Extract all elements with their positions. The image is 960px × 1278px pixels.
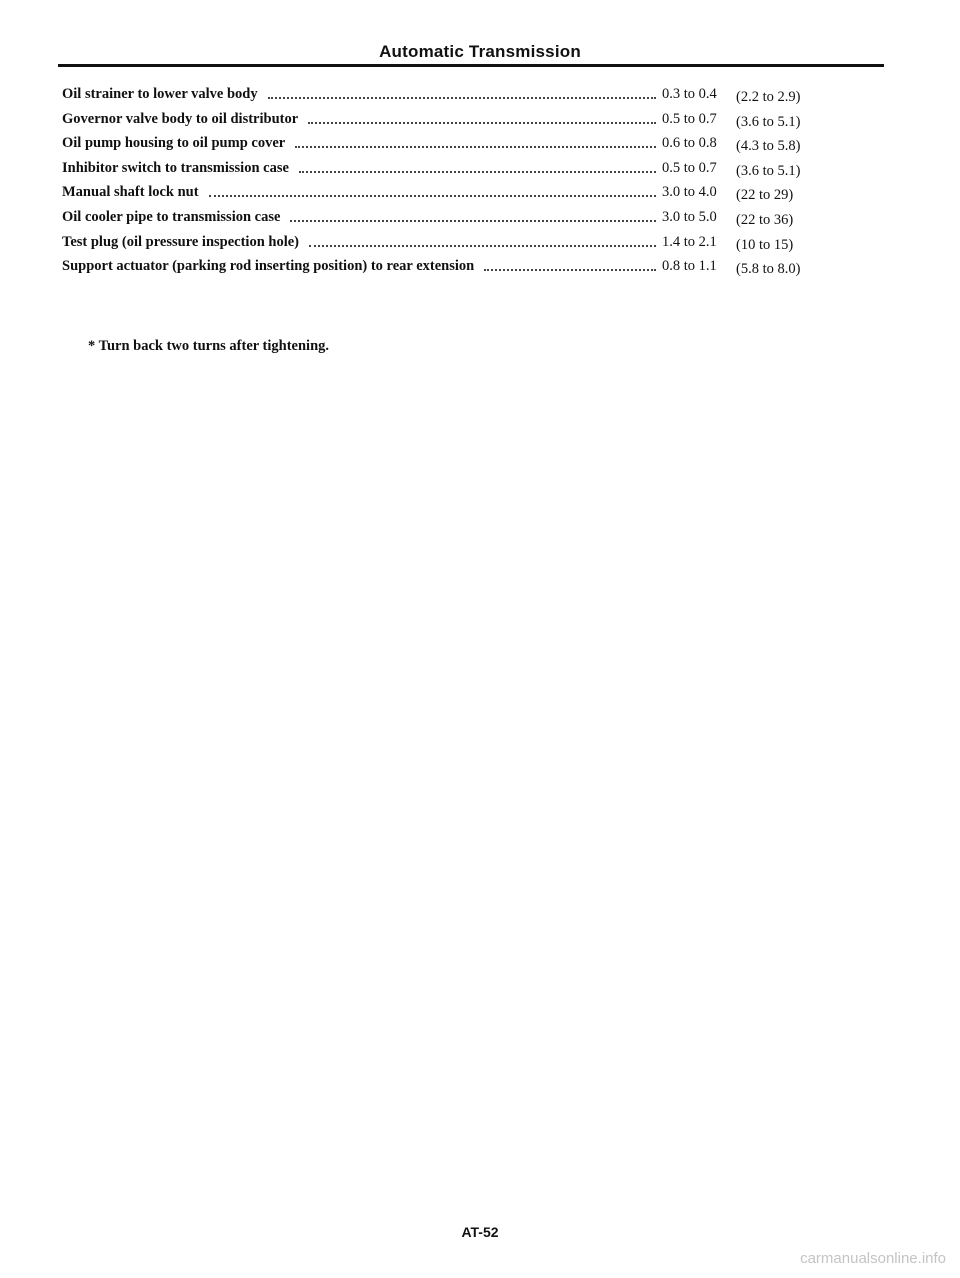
spec-label: Support actuator (parking rod inserting position) to rear extension (62, 258, 482, 275)
spec-label: Governor valve body to oil distributor (62, 111, 306, 128)
footnote: * Turn back two turns after tightening. (88, 338, 330, 354)
spec-row (62, 160, 852, 185)
spec-ftlb: (22 to 36) (736, 211, 794, 228)
spec-kgm: 0.5 to 0.7 (658, 111, 717, 128)
spec-ftlb: (10 to 15) (736, 236, 794, 253)
torque-spec-table (62, 86, 852, 283)
spec-ftlb: (2.2 to 2.9) (736, 89, 801, 105)
spec-row (62, 258, 852, 283)
spec-row (62, 184, 852, 209)
spec-row (62, 86, 852, 111)
spec-label: Inhibitor switch to transmission case (62, 160, 297, 177)
spec-kgm: 0.8 to 1.1 (658, 258, 717, 275)
spec-kgm: 0.6 to 0.8 (658, 135, 717, 152)
spec-label: Oil cooler pipe to transmission case (62, 209, 288, 226)
spec-row (62, 135, 852, 160)
spec-kgm: 0.5 to 0.7 (658, 160, 717, 177)
leader-dots (209, 195, 656, 197)
leader-dots (308, 122, 656, 124)
spec-kgm: 0.3 to 0.4 (658, 86, 717, 103)
leader-dots (484, 269, 656, 271)
spec-ftlb: (3.6 to 5.1) (736, 113, 801, 130)
spec-label: Oil pump housing to oil pump cover (62, 135, 293, 152)
spec-ftlb: (4.3 to 5.8) (736, 138, 801, 155)
page-title: Automatic Transmission (379, 42, 581, 61)
leader-dots (290, 220, 656, 222)
spec-ftlb: (3.6 to 5.1) (736, 162, 801, 179)
spec-row (62, 234, 852, 259)
spec-ftlb: (22 to 29) (736, 187, 794, 204)
page-number: AT-52 (461, 1224, 499, 1240)
leader-dots (268, 97, 656, 99)
spec-label: Oil strainer to lower valve body (62, 86, 266, 103)
spec-label: Manual shaft lock nut (62, 184, 207, 201)
spec-row (62, 111, 852, 136)
spec-row (62, 209, 852, 234)
spec-label: Test plug (oil pressure inspection hole) (62, 234, 307, 251)
leader-dots (299, 171, 656, 173)
spec-ftlb: (5.8 to 8.0) (736, 261, 801, 278)
header-rule (58, 64, 884, 67)
leader-dots (295, 146, 656, 148)
spec-kgm: 1.4 to 2.1 (658, 234, 717, 251)
spec-kgm: 3.0 to 4.0 (658, 184, 717, 201)
watermark: carmanualsonline.info (800, 1250, 946, 1267)
spec-kgm: 3.0 to 5.0 (658, 209, 717, 226)
leader-dots (309, 245, 656, 247)
